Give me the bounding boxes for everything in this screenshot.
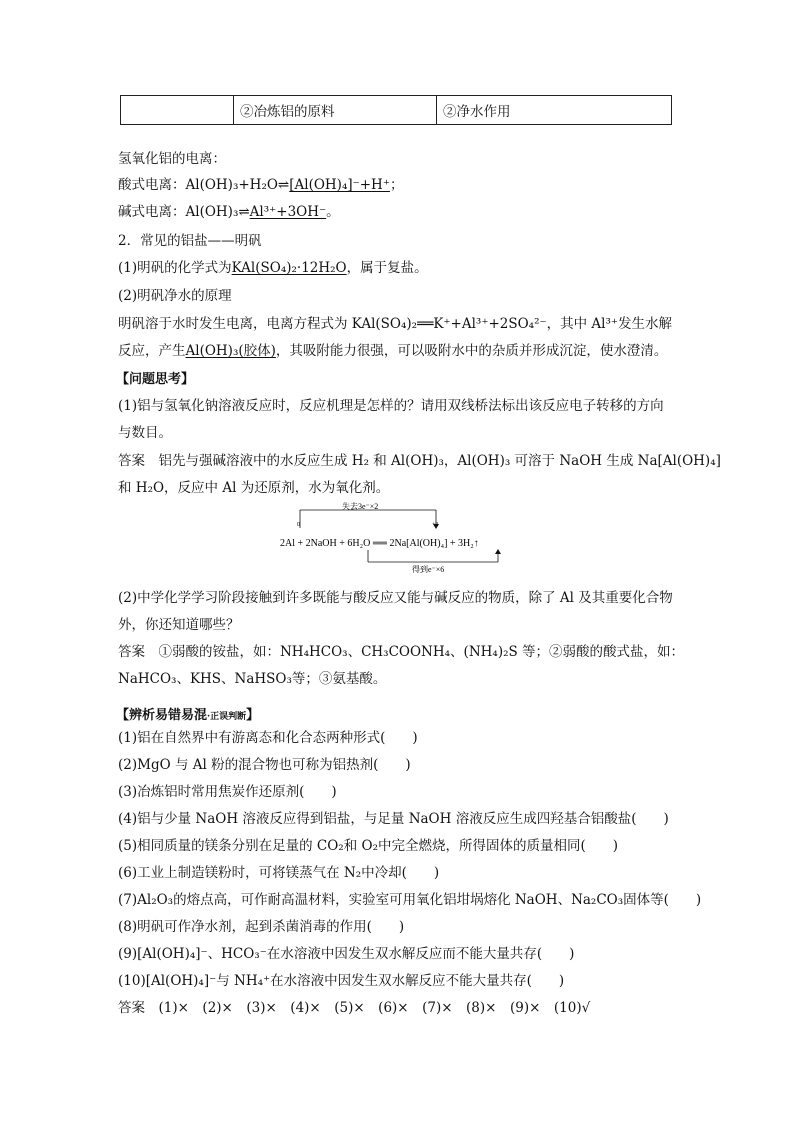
base-formula: Al(OH)₃ <box>185 204 239 220</box>
alum-formula: KAl(SO₄)₂·12H₂O <box>231 260 347 276</box>
answer-line: 答案 铝先与强碱溶液中的水反应生成 H₂ 和 Al(OH)₃，Al(OH)₃ 可溶于 NaOH 生成 Na[Al(OH)₄] <box>118 453 721 469</box>
diagram-equation: 2Al + 2NaOH + 6H₂O ══ 2Na[Al(OH)₄] + 3H₂↑ <box>280 538 479 549</box>
table-cell <box>121 96 234 125</box>
table-row <box>121 96 672 125</box>
judge-item: (3)冶炼铝时常用焦炭作还原剂( ) <box>118 784 337 800</box>
base-end: 。 <box>326 204 340 220</box>
base-ionization <box>118 203 340 221</box>
judge-item: (7)Al₂O₃的熔点高，可作耐高温材料，实验室可用氧化铝坩埚熔化 NaOH、Na₂CO₃固体等( ) <box>118 892 702 908</box>
question-line: (2)中学化学学习阶段接触到许多既能与酸反应又能与碱反应的物质，除了 Al 及其重要化合物 <box>118 590 673 606</box>
section-header-judge: 【辨析易错易混·正误判断】 <box>116 708 260 723</box>
alum-paragraph: 明矾溶于水时发生电离，电离方程式为 KAl(SO₄)₂══K⁺+Al³⁺+2SO₄²⁻，其中 Al³⁺发生水解 <box>118 316 673 332</box>
judge-item: (8)明矾可作净水剂，起到杀菌消毒的作用( ) <box>118 919 405 935</box>
alum-formula-line <box>118 259 428 277</box>
base-prefix: 碱式电离： <box>118 204 186 220</box>
diagram-gain-label: 得到e⁻×6 <box>412 565 445 574</box>
acid-prefix: 酸式电离： <box>118 177 186 193</box>
alum-heading: 2．常见的铝盐——明矾 <box>118 233 262 249</box>
judge-item: (4)铝与少量 NaOH 溶液反应得到铝盐，与足量 NaOH 溶液反应生成四羟基合铝酸盐( ) <box>118 811 669 827</box>
judge-header-main: 辨析易错易混 <box>129 708 208 723</box>
judge-item: (5)相同质量的镁条分别在足量的 CO₂和 O₂中完全燃烧，所得固体的质量相同( ) <box>118 838 619 854</box>
acid-symbol: ⇌ <box>277 177 290 193</box>
judge-item: (1)铝在自然界中有游离态和化合态两种形式( ) <box>118 730 418 746</box>
question-line: 外，你还知道哪些？ <box>118 617 240 633</box>
section-header: 【问题思考】 <box>116 372 195 387</box>
judge-item: (10)[Al(OH)₄]⁻与 NH₄⁺在水溶液中因发生双水解反应不能大量共存( ) <box>118 973 565 989</box>
judge-item: (2)MgO 与 Al 粉的混合物也可称为铝热剂( ) <box>118 757 411 773</box>
base-product: Al³⁺+3OH⁻ <box>249 204 327 220</box>
table-cell: ②冶炼铝的原料 <box>234 96 437 125</box>
alum-text: ，其吸附能力很强，可以吸附水中的杂质并形成沉淀，使水澄清。 <box>275 343 668 359</box>
judge-item: (9)[Al(OH)₄]⁻、HCO₃⁻在水溶液中因发生双水解反应而不能大量共存( ) <box>118 946 575 962</box>
alum-text: (1)明矾的化学式为 <box>118 260 232 276</box>
alum-text: ，属于复盐。 <box>346 260 428 276</box>
alum-text: 反应，产生 <box>118 343 186 359</box>
acid-end: ； <box>389 177 404 193</box>
acid-product: [Al(OH)₄]⁻+H⁺ <box>289 177 390 193</box>
diagram-loss-label: 失去3e⁻×2 <box>342 502 379 511</box>
base-symbol: ⇌ <box>238 204 250 220</box>
ionization-title: 氢氧化铝的电离： <box>118 151 226 167</box>
answer-line: 答案 ①弱酸的铵盐，如：NH₄HCO₃、CH₃COONH₄、(NH₄)₂S 等；②弱酸的酸式盐，如： <box>118 644 685 660</box>
answer-line: NaHCO₃、KHS、NaHSO₃等；③氨基酸。 <box>118 671 387 687</box>
judge-item: (6)工业上制造镁粉时，可将镁蒸气在 N₂中冷却( ) <box>118 865 440 881</box>
judge-header-sub: ·正误判断 <box>207 712 247 722</box>
alum-principle-heading: (2)明矾净水的原理 <box>118 288 232 304</box>
question-line: 与数目。 <box>118 425 172 441</box>
diagram-ox-right: +3 <box>432 522 439 528</box>
property-table <box>120 95 672 125</box>
alum-paragraph <box>118 342 667 360</box>
answer-line: 和 H₂O，反应中 Al 为还原剂，水为氧化剂。 <box>118 480 390 496</box>
table-cell: ②净水作用 <box>437 96 672 125</box>
question-line: (1)铝与氢氧化钠溶液反应时，反应机理是怎样的？请用双线桥法标出该反应电子转移的方向 <box>118 398 664 414</box>
judge-answer: 答案 (1)× (2)× (3)× (4)× (5)× (6)× (7)× (8)× (9)× (10)√ <box>118 1000 591 1016</box>
acid-formula: Al(OH)₃+H₂O <box>185 177 278 193</box>
acid-ionization <box>118 176 403 194</box>
alum-colloid: Al(OH)₃(胶体) <box>185 343 276 359</box>
electron-transfer-diagram <box>280 500 520 580</box>
diagram-ox-left: 0 <box>297 522 300 528</box>
